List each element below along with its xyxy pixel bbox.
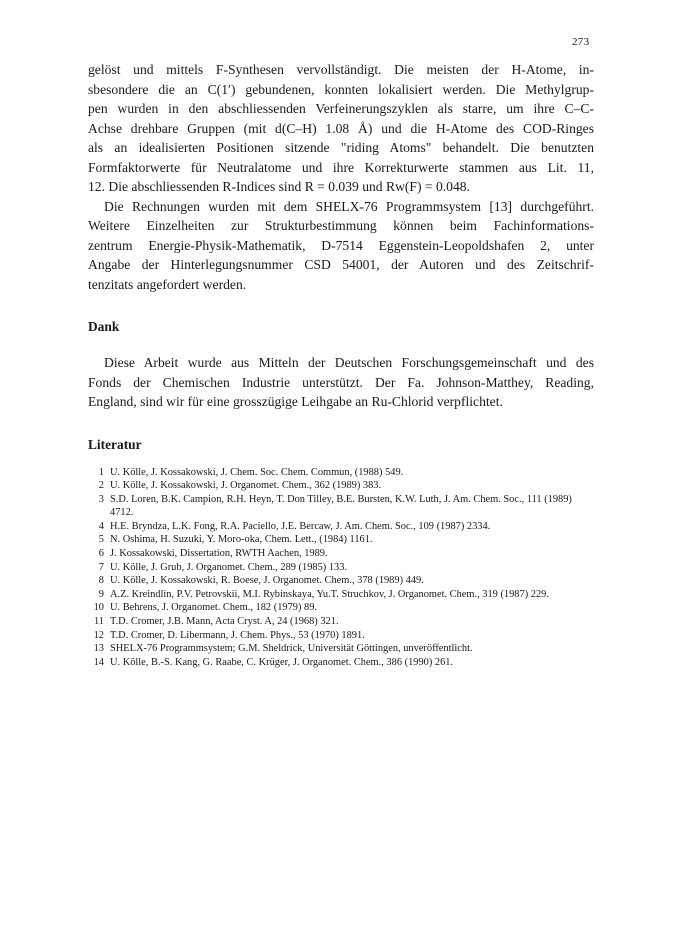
reference-list xyxy=(88,466,594,670)
reference-number: 7 xyxy=(98,561,104,573)
reference-number: 2 xyxy=(98,480,104,492)
text-line: tenzitats angefordert werden. xyxy=(88,276,247,292)
reference-item xyxy=(88,533,594,547)
reference-number: 1 xyxy=(98,466,104,478)
text-line: sbesondere die an C(1′) gebundenen, konnten lokalisiert werden. Die Methylgrup- xyxy=(88,81,594,97)
reference-item xyxy=(88,561,594,575)
reference-item xyxy=(88,656,594,670)
reference-item xyxy=(88,493,594,520)
page-content xyxy=(88,60,594,669)
page-number: 273 xyxy=(572,36,590,48)
text-line: Achse drehbare Gruppen (mit d(C–H) 1.08 Å) und die H-Atome des COD-Ringes xyxy=(88,120,594,136)
reference-number: 4 xyxy=(98,520,104,532)
reference-number: 11 xyxy=(93,616,104,628)
reference-item xyxy=(88,574,594,588)
reference-item xyxy=(88,588,594,602)
reference-text: T.D. Cromer, J.B. Mann, Acta Cryst. A, 24 (1968) 321. xyxy=(110,616,339,628)
reference-number: 3 xyxy=(98,493,104,505)
reference-text: U. Kölle, J. Kossakowski, J. Chem. Soc. Chem. Commun, (1988) 549. xyxy=(110,466,404,478)
reference-item xyxy=(88,642,594,656)
reference-text: U. Kölle, J. Kossakowski, R. Boese, J. Organomet. Chem., 378 (1989) 449. xyxy=(110,575,424,587)
reference-item xyxy=(88,520,594,534)
text-line: Fonds der Chemischen Industrie unterstützt. Der Fa. Johnson-Matthey, Reading, xyxy=(88,374,594,390)
text-line: Diese Arbeit wurde aus Mitteln der Deutschen Forschungsgemeinschaft und des xyxy=(104,355,594,370)
reference-text: U. Kölle, J. Kossakowski, J. Organomet. Chem., 362 (1989) 383. xyxy=(110,480,382,492)
reference-text: A.Z. Kreindlin, P.V. Petrovskii, M.I. Rybinskaya, Yu.T. Struchkov, J. Organomet. Chem., 319 (1987) 229. xyxy=(110,588,549,600)
reference-item xyxy=(88,629,594,643)
text-line: zentrum Energie-Physik-Mathematik, D-7514 Eggenstein-Leopoldshafen 2, unter xyxy=(88,237,594,253)
text-line: Die Rechnungen wurden mit dem SHELX-76 Programmsystem [13] durchgeführt. xyxy=(104,198,594,214)
reference-number: 14 xyxy=(93,656,104,668)
text-line: pen wurden in den abschliessenden Verfeinerungszyklen als starre, um ihre C–C- xyxy=(88,101,594,116)
reference-number: 10 xyxy=(93,602,104,614)
reference-text: J. Kossakowski, Dissertation, RWTH Aachen, 1989. xyxy=(110,548,328,560)
text-line: Weitere Einzelheiten zur Strukturbestimmung können beim Fachinformations- xyxy=(88,218,594,233)
reference-number: 9 xyxy=(98,588,104,600)
text-line: England, sind wir für eine grosszügige Leihgabe an Ru-Chlorid verpflichtet. xyxy=(88,394,503,409)
reference-number: 12 xyxy=(93,629,104,641)
body-paragraph-2 xyxy=(88,197,594,295)
text-line: gelöst und mittels F-Synthesen vervollständigt. Die meisten der H-Atome, in- xyxy=(88,62,594,77)
text-line: Angabe der Hinterlegungsnummer CSD 54001, der Autoren und des Zeitschrif- xyxy=(88,257,594,272)
reference-text: U. Kölle, J. Grub, J. Organomet. Chem., 289 (1985) 133. xyxy=(110,561,348,573)
section-heading-literatur: Literatur xyxy=(88,436,142,452)
reference-number: 6 xyxy=(98,548,104,560)
reference-text: H.E. Bryndza, L.K. Fong, R.A. Paciello, J.E. Bercaw, J. Am. Chem. Soc., 109 (1987) 2334. xyxy=(110,520,491,532)
reference-item xyxy=(88,479,594,493)
reference-text: T.D. Cromer, D. Libermann, J. Chem. Phys., 53 (1970) 1891. xyxy=(110,629,365,641)
reference-text: N. Oshima, H. Suzuki, Y. Moro-oka, Chem. Lett., (1984) 1161. xyxy=(110,534,373,546)
reference-item xyxy=(88,466,594,480)
reference-number: 13 xyxy=(93,643,104,655)
reference-item xyxy=(88,547,594,561)
text-line: Formfaktorwerte für Neutralatome und ihre Korrekturwerte stammen aus Lit. 11, xyxy=(88,159,594,175)
reference-text: U. Behrens, J. Organomet. Chem., 182 (1979) 89. xyxy=(110,602,318,614)
dank-paragraph xyxy=(88,353,594,412)
text-line: als an idealisierten Positionen sitzende "riding Atoms" behandelt. Die benutzten xyxy=(88,140,594,155)
reference-text: U. Kölle, B.-S. Kang, G. Raabe, C. Krüger, J. Organomet. Chem., 386 (1990) 261. xyxy=(110,656,454,668)
reference-item xyxy=(88,601,594,615)
section-heading-dank: Dank xyxy=(88,319,120,334)
reference-item xyxy=(88,615,594,629)
text-line: 12. Die abschliessenden R-Indices sind R = 0.039 und Rw(F) = 0.048. xyxy=(88,179,470,194)
reference-text: S.D. Loren, B.K. Campion, R.H. Heyn, T. Don Tilley, B.E. Bursten, K.W. Luth, J. Am. Chem. Soc., 111 (1989) 4712. xyxy=(110,493,572,519)
body-paragraph-1 xyxy=(88,60,594,197)
reference-number: 8 xyxy=(98,575,104,587)
reference-text: SHELX-76 Programmsystem; G.M. Sheldrick, Universität Göttingen, unveröffentlicht. xyxy=(110,643,473,655)
reference-number: 5 xyxy=(98,534,104,546)
